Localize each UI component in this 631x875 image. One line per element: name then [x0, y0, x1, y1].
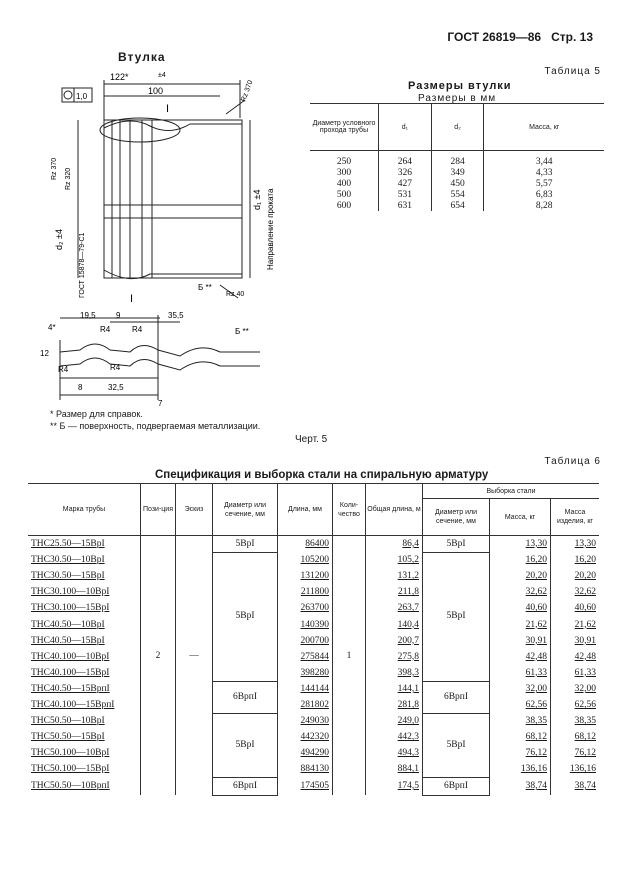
- table-row: [28, 569, 599, 585]
- view-mark: I: [130, 293, 134, 305]
- length-cell: 249030: [278, 714, 333, 730]
- col-header: Эскиз: [176, 484, 213, 536]
- col-header: Коли-чество: [333, 484, 366, 536]
- qty-cell: [333, 778, 366, 795]
- product-mass-cell: 32,62: [551, 585, 600, 601]
- bushing-drawing: [40, 60, 300, 430]
- table6: [28, 483, 599, 796]
- product-mass-cell: 42,48: [551, 649, 600, 665]
- mass-cell: 21,62: [490, 617, 551, 633]
- mass-cell: 40,60: [490, 601, 551, 617]
- detail-dim-8: 8: [78, 383, 83, 392]
- mass-cell: 76,12: [490, 746, 551, 762]
- col-header: Выборка стали: [423, 484, 600, 499]
- detail-dim-4: 4*: [48, 323, 56, 332]
- sketch-cell: [176, 778, 213, 795]
- steel-diameter-cell: 5BpI: [423, 714, 490, 778]
- table-row: [28, 585, 599, 601]
- total-length-cell: 249,0: [366, 714, 423, 730]
- dim-overall-tol: ±4: [158, 72, 166, 79]
- table-row: [28, 649, 599, 665]
- footnote-1: * Размер для справок.: [50, 409, 143, 419]
- total-length-cell: 140,4: [366, 617, 423, 633]
- total-length-cell: 281,8: [366, 697, 423, 713]
- mass-cell: 38,35: [490, 714, 551, 730]
- mark-cell: ТНС30.100—15BpI: [28, 601, 141, 617]
- diameter-cell: 5BpI: [213, 553, 278, 682]
- mark-cell: ТНС40.50—10BpI: [28, 617, 141, 633]
- mass-cell: 13,30: [490, 536, 551, 553]
- dim-rz370: Rz 370: [240, 79, 255, 103]
- table6-label: Таблица 6: [544, 456, 601, 467]
- table-row: [28, 553, 599, 569]
- length-cell: 263700: [278, 601, 333, 617]
- mark-cell: ТНС50.100—10BpI: [28, 746, 141, 762]
- col-header: Длина, мм: [278, 484, 333, 536]
- table-row: 400 427 450 5,57: [310, 178, 604, 189]
- col-header: Марка трубы: [28, 484, 141, 536]
- product-mass-cell: 40,60: [551, 601, 600, 617]
- total-length-cell: 494,3: [366, 746, 423, 762]
- diameter-cell: 6BpпI: [213, 778, 278, 795]
- dim-rz320: Rz 320: [65, 167, 72, 190]
- figure-caption: Черт. 5: [295, 434, 328, 445]
- total-length-cell: 200,7: [366, 633, 423, 649]
- col-header: Диаметр условного прохода трубы: [310, 104, 379, 151]
- total-length-cell: 86,4: [366, 536, 423, 553]
- length-cell: 211800: [278, 585, 333, 601]
- length-cell: 398280: [278, 665, 333, 681]
- pos-cell: [141, 778, 176, 795]
- mark-cell: ТНС40.100—10BpI: [28, 649, 141, 665]
- length-cell: 174505: [278, 778, 333, 795]
- steel-diameter-cell: 5BpI: [423, 536, 490, 553]
- product-mass-cell: 136,16: [551, 762, 600, 778]
- table-row: [28, 536, 599, 553]
- col-header: Диаметр или сечение, мм: [213, 484, 278, 536]
- mass-cell: 61,33: [490, 665, 551, 681]
- dim-length: 100: [148, 86, 164, 96]
- sketch-cell: —: [176, 536, 213, 778]
- gost-note: ГОСТ 15878—79-С1: [79, 232, 86, 298]
- col-header: Масса, кг: [490, 499, 551, 536]
- mark-cell: ТНС40.100—15BpI: [28, 665, 141, 681]
- length-cell: 200700: [278, 633, 333, 649]
- mass-cell: 20,20: [490, 569, 551, 585]
- col-header: d₁: [379, 104, 432, 151]
- detail-dim-32-5: 32,5: [108, 383, 124, 392]
- length-cell: 281802: [278, 697, 333, 713]
- mark-cell: ТНС50.50—10BpI: [28, 714, 141, 730]
- table-row: [28, 665, 599, 681]
- mark-cell: ТНС40.50—15BpI: [28, 633, 141, 649]
- table-row: 300 326 349 4,33: [310, 167, 604, 178]
- mark-cell: ТНС50.50—15BpI: [28, 730, 141, 746]
- label-d1: d₁ ±4: [252, 189, 262, 210]
- steel-diameter-cell: 6BpпI: [423, 778, 490, 795]
- total-length-cell: 275,8: [366, 649, 423, 665]
- tolerance-value: 1,0: [76, 92, 88, 101]
- table-row: [28, 681, 599, 697]
- section-title: Втулка: [118, 50, 166, 64]
- length-cell: 105200: [278, 553, 333, 569]
- col-header: Масса, кг: [484, 104, 604, 151]
- detail-dim-9: 9: [116, 311, 121, 320]
- mass-cell: 62,56: [490, 697, 551, 713]
- length-cell: 140390: [278, 617, 333, 633]
- table-row: [28, 601, 599, 617]
- qty-cell: 1: [333, 536, 366, 778]
- diameter-cell: 5BpI: [213, 536, 278, 553]
- mark-cell: ТНС40.50—15BpпI: [28, 681, 141, 697]
- footnote-2: ** Б — поверхность, подвергаемая металлизации.: [50, 421, 261, 431]
- dim-overall: 122*: [110, 72, 129, 82]
- detail-dim-r4-b: R4: [132, 325, 143, 334]
- total-length-cell: 211,8: [366, 585, 423, 601]
- length-cell: 275844: [278, 649, 333, 665]
- product-mass-cell: 32,00: [551, 681, 600, 697]
- table-row: [28, 762, 599, 778]
- table5-subtitle: Размеры в мм: [418, 93, 497, 104]
- mark-cell: ТНС30.50—15BpI: [28, 569, 141, 585]
- mark-cell: ТНС25.50—15BpI: [28, 536, 141, 553]
- table5: [310, 103, 604, 211]
- length-cell: 884130: [278, 762, 333, 778]
- mass-cell: 30,91: [490, 633, 551, 649]
- product-mass-cell: 62,56: [551, 697, 600, 713]
- length-cell: 442320: [278, 730, 333, 746]
- table5-title: Размеры втулки: [408, 80, 512, 92]
- page-number: Стр. 13: [551, 30, 593, 44]
- table-row: [28, 697, 599, 713]
- detail-dim-19-5: 19,5: [80, 311, 96, 320]
- detail-callout: I: [166, 103, 170, 115]
- product-mass-cell: 20,20: [551, 569, 600, 585]
- dim-rz370-left: Rz 370: [51, 157, 58, 180]
- page-header: [447, 30, 593, 44]
- pos-cell: 2: [141, 536, 176, 778]
- table6-title: Спецификация и выборка стали на спиральную арматуру: [155, 469, 489, 481]
- product-mass-cell: 38,74: [551, 778, 600, 795]
- table-row: [28, 617, 599, 633]
- table-row: 600 631 654 8,28: [310, 200, 604, 211]
- col-header: Масса изделия, кг: [551, 499, 600, 536]
- product-mass-cell: 30,91: [551, 633, 600, 649]
- total-length-cell: 105,2: [366, 553, 423, 569]
- detail-dim-35-5: 35,5: [168, 311, 184, 320]
- detail-dim-r4-a: R4: [100, 325, 111, 334]
- mark-cell: ТНС40.100—15BpпI: [28, 697, 141, 713]
- mass-cell: 136,16: [490, 762, 551, 778]
- rolling-direction: Направление проката: [266, 188, 275, 270]
- col-header: d₂: [431, 104, 484, 151]
- detail-dim-7: 7: [158, 399, 163, 408]
- product-mass-cell: 76,12: [551, 746, 600, 762]
- product-mass-cell: 21,62: [551, 617, 600, 633]
- steel-diameter-cell: 6BpпI: [423, 681, 490, 713]
- mark-cell: ТНС50.50—10BpпI: [28, 778, 141, 795]
- product-mass-cell: 68,12: [551, 730, 600, 746]
- mass-cell: 68,12: [490, 730, 551, 746]
- table-row: [28, 730, 599, 746]
- product-mass-cell: 38,35: [551, 714, 600, 730]
- table-row: [28, 778, 599, 795]
- standard-number: ГОСТ 26819—86: [447, 30, 542, 44]
- diameter-cell: 6BpпI: [213, 681, 278, 713]
- length-cell: 131200: [278, 569, 333, 585]
- table-row: 250 264 284 3,44: [310, 151, 604, 168]
- table-row: [28, 746, 599, 762]
- mass-cell: 38,74: [490, 778, 551, 795]
- table-row: [28, 633, 599, 649]
- mass-cell: 32,00: [490, 681, 551, 697]
- table5-label: Таблица 5: [544, 66, 601, 77]
- product-mass-cell: 13,30: [551, 536, 600, 553]
- total-length-cell: 174,5: [366, 778, 423, 795]
- diameter-cell: 5BpI: [213, 714, 278, 778]
- mark-cell: ТНС30.100—10BpI: [28, 585, 141, 601]
- length-cell: 144144: [278, 681, 333, 697]
- detail-dim-12: 12: [40, 349, 49, 358]
- length-cell: 86400: [278, 536, 333, 553]
- product-mass-cell: 16,20: [551, 553, 600, 569]
- total-length-cell: 263,7: [366, 601, 423, 617]
- length-cell: 494290: [278, 746, 333, 762]
- surface-b: Б **: [198, 283, 212, 292]
- mass-cell: 16,20: [490, 553, 551, 569]
- mass-cell: 32,62: [490, 585, 551, 601]
- col-header: Пози-ция: [141, 484, 176, 536]
- total-length-cell: 144,1: [366, 681, 423, 697]
- table-row: [28, 714, 599, 730]
- total-length-cell: 398,3: [366, 665, 423, 681]
- rz40: Rz 40: [226, 291, 245, 298]
- total-length-cell: 442,3: [366, 730, 423, 746]
- mark-cell: ТНС30.50—10BpI: [28, 553, 141, 569]
- col-header: Общая длина, м: [366, 484, 423, 536]
- col-header: Диаметр или сечение, мм: [423, 499, 490, 536]
- total-length-cell: 131,2: [366, 569, 423, 585]
- table-row: 500 531 554 6,83: [310, 189, 604, 200]
- product-mass-cell: 61,33: [551, 665, 600, 681]
- detail-surface-b: Б **: [235, 327, 249, 336]
- detail-dim-r4-d: R4: [110, 363, 121, 372]
- mark-cell: ТНС50.100—15BpI: [28, 762, 141, 778]
- steel-diameter-cell: 5BpI: [423, 553, 490, 682]
- label-d2: d₂ ±4: [54, 229, 64, 250]
- mass-cell: 42,48: [490, 649, 551, 665]
- detail-dim-r4-c: R4: [58, 365, 69, 374]
- total-length-cell: 884,1: [366, 762, 423, 778]
